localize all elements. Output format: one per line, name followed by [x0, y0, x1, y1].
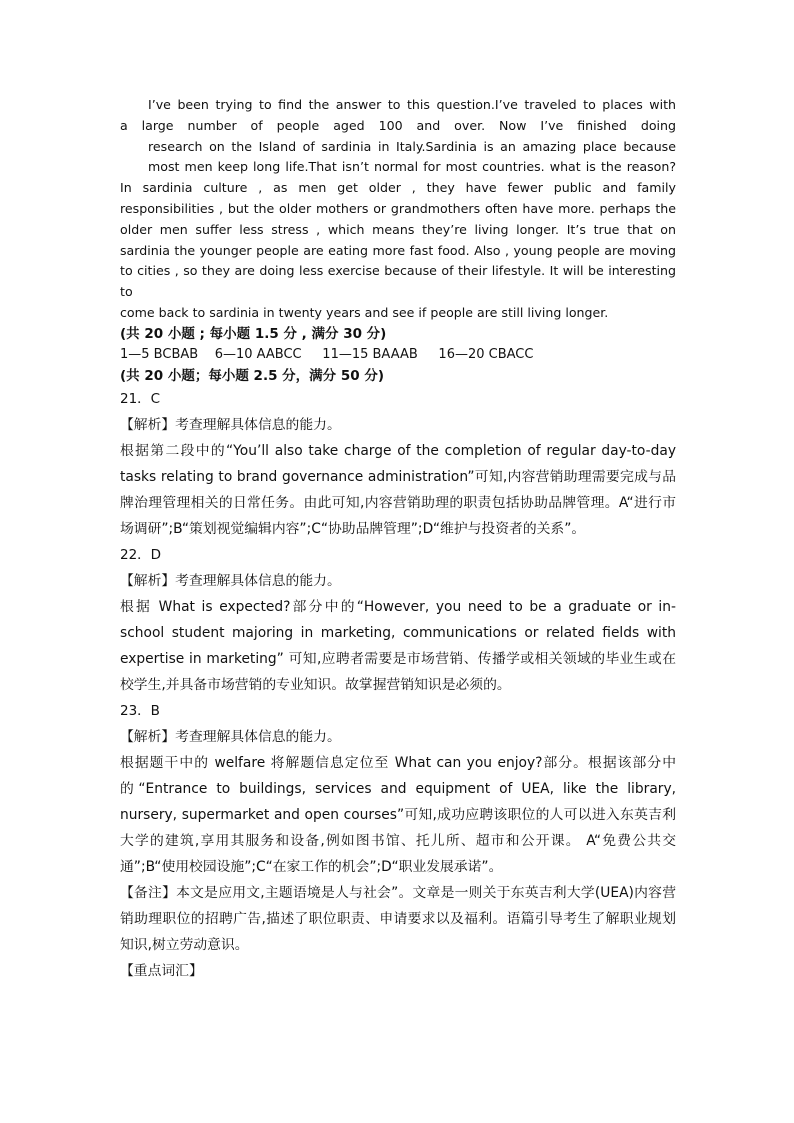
- answer-key: 1—5 BCBAB 6—10 AABCC 11—15 BAAAB 16—20 CBACC: [120, 346, 534, 362]
- essay-line: responsibilities , but the older mothers or grandmothers often have more. perhaps the: [120, 200, 676, 216]
- question-21-answer: 21．C: [120, 390, 161, 407]
- essay-line: a large number of people aged 100 and over. Now I’ve finished doing: [120, 117, 676, 133]
- vocabulary-header: 【重点词汇】: [120, 962, 203, 979]
- question-23-explanation: 根据题干中的 welfare 将解题信息定位至 What can you enjoy?部分。根据该部分中的“Entrance to buildings, services and equipment of UEA, like the library, nursery, supermarket and open courses”可知,成功应聘该职位的人可以进入东英吉利大学的建筑,享用其服务和设备,例如图书馆、托儿所、超市和公开课。 A“免费公共交通”;B“使用校园设施”;C“在家工作的机会”;D“职业发展承诺”。: [120, 754, 676, 875]
- essay-paragraph: [120, 95, 676, 324]
- essay-line: to cities , so they are doing less exercise because of their lifestyle. It will be interesting to: [120, 263, 676, 300]
- essay-line: research on the Island of sardinia in Italy.Sardinia is an amazing place because: [148, 138, 676, 154]
- essay-line: I’ve been trying to find the answer to this question.I’ve traveled to places with: [148, 97, 676, 112]
- question-22-answer: 22．D: [120, 546, 162, 563]
- question-21-analysis-tag: 【解析】考查理解具体信息的能力。: [120, 416, 341, 433]
- question-23-analysis-tag: 【解析】考查理解具体信息的能力。: [120, 728, 341, 745]
- question-21-explanation: 根据第二段中的“You’ll also take charge of the completion of regular day-to-day tasks relating to brand governance administration”可知,内容营销助理需要完成与品牌治理管理相关的日常任务。由此可知,内容营销助理的职责包括协助品牌管理。A“进行市场调研”;B“策划视觉编辑内容”;C“协助品牌管理”;D“维护与投资者的关系”。: [120, 442, 676, 537]
- question-22-explanation: 根据 What is expected?部分中的“However, you need to be a graduate or in-school student majoring in marketing, communications or related fields with expertise in marketing” 可知,应聘者需要是市场营销、传播学或相关领域的毕业生或在校学生,并具备市场营销的专业知识。故掌握营销知识是必须的。: [120, 598, 676, 693]
- question-23-answer: 23．B: [120, 702, 160, 719]
- section2-header: (共 20 小题；每小题 2.5 分，满分 50 分): [120, 367, 385, 384]
- passage-note: 【备注】本文是应用文,主题语境是人与社会”。文章是一则关于东英吉利大学(UEA)内容营销助理职位的招聘广告,描述了职位职责、申请要求以及福利。语篇引导考生了解职业规划知识,树立劳动意识。: [120, 884, 676, 953]
- question-22-analysis-tag: 【解析】考查理解具体信息的能力。: [120, 572, 341, 589]
- section1-header: (共 20 小题 ; 每小题 1.5 分 , 满分 30 分): [120, 325, 387, 342]
- essay-line: In sardinia culture , as men get older , they have fewer public and family: [120, 180, 676, 196]
- essay-line: sardinia the younger people are eating more fast food. Also , young people are moving: [120, 242, 676, 258]
- essay-line: most men keep long life.That isn’t normal for most countries. what is the reason?: [148, 159, 676, 175]
- document-page: [120, 95, 676, 984]
- essay-line: older men suffer less stress , which means they’re living longer. It’s true that on: [120, 221, 676, 237]
- essay-line: come back to sardinia in twenty years and see if people are still living longer.: [120, 304, 609, 320]
